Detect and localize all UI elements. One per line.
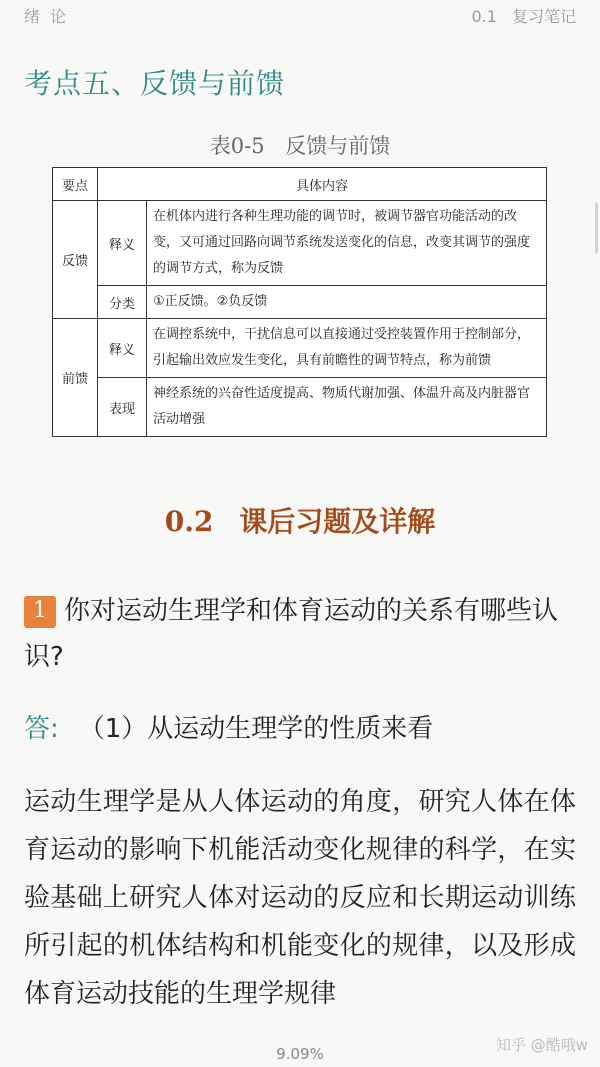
table-header-row (53, 168, 547, 201)
reader-header (24, 4, 576, 28)
row-label-feedforward: 前馈 (53, 319, 98, 437)
chapter-title: 绪论 (24, 7, 77, 26)
sub-label: 分类 (98, 286, 147, 319)
cell-text: ①正反馈。②负反馈 (147, 286, 547, 319)
answer-paragraph: 运动生理学是从人体运动的角度，研究人体在体育运动的影响下机能活动变化规律的科学，在实验基础上研究人体对运动的反应和长期运动训练所引起的机体结构和机能变化的规律，以及形成体育运动技能的生理学规律 (24, 787, 576, 1009)
watermark: 知乎 @酷哦w (495, 1036, 588, 1054)
question (24, 588, 576, 680)
section-title-header: 0.1 复习笔记 (471, 7, 576, 26)
question-text: 你对运动生理学和体育运动的关系有哪些认识? (24, 596, 559, 672)
table-row (53, 201, 547, 286)
scrollbar[interactable] (595, 202, 598, 254)
table-caption: 表0-5 反馈与前馈 (209, 134, 391, 158)
answer-heading (24, 708, 433, 745)
cell-text: 在机体内进行各种生理功能的调节时，被调节器官功能活动的改变，又可通过回路向调节系统发送变化的信息，改变其调节的强度的调节方式，称为反馈 (147, 201, 547, 286)
cell-text: 神经系统的兴奋性适度提高、物质代谢加强、体温升高及内脏器官活动增强 (147, 378, 547, 437)
question-number-badge: 1 (24, 596, 56, 628)
row-label-feedback: 反馈 (53, 201, 98, 319)
table-row (53, 378, 547, 437)
table-row (53, 286, 547, 319)
reading-progress: 9.09% (276, 1045, 324, 1063)
sub-label: 释义 (98, 201, 147, 286)
header-key: 要点 (53, 168, 98, 201)
exercise-heading: 0.2 课后习题及详解 (164, 505, 436, 538)
answer-subheading: （1）从运动生理学的性质来看 (78, 714, 434, 744)
section-heading: 考点五、反馈与前馈 (24, 67, 286, 100)
table-row (53, 319, 547, 378)
header-content: 具体内容 (98, 168, 547, 201)
sub-label: 释义 (98, 319, 147, 378)
answer-label: 答: (24, 714, 59, 744)
cell-text: 在调控系统中，干扰信息可以直接通过受控装置作用于控制部分，引起输出效应发生变化，具有前瞻性的调节特点，称为前馈 (147, 319, 547, 378)
sub-label: 表现 (98, 378, 147, 437)
feedback-table (52, 167, 547, 437)
